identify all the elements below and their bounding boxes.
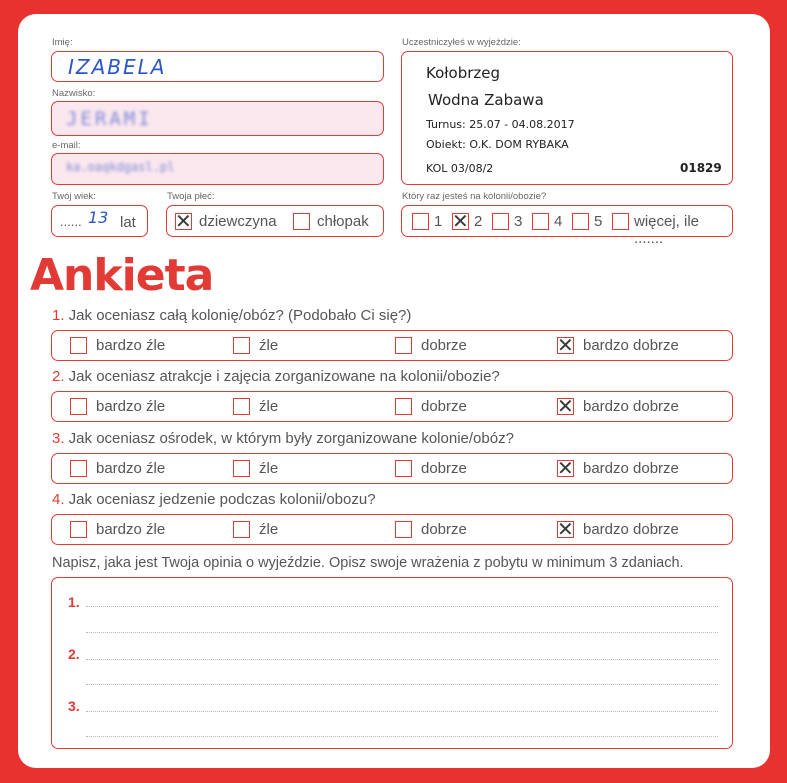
name-label: Imię: [52, 37, 73, 48]
rating-checkbox[interactable] [70, 337, 87, 354]
rating-checkbox[interactable] [233, 460, 250, 477]
rating-checkbox[interactable] [70, 460, 87, 477]
rating-option-label: dobrze [421, 521, 467, 538]
camp-number: 01829 [680, 161, 722, 175]
email-field[interactable] [51, 153, 384, 185]
rating-checkbox[interactable] [395, 398, 412, 415]
check-mark-icon: ✕ [557, 333, 574, 357]
check-mark-icon: ✕ [175, 209, 192, 233]
question-text [52, 368, 500, 385]
question-number: 3. [52, 430, 65, 447]
rating-checkbox[interactable] [395, 521, 412, 538]
name-value: IZABELA [68, 55, 167, 79]
question-number: 4. [52, 491, 65, 508]
rating-checkbox[interactable] [233, 337, 250, 354]
gender-female-label: dziewczyna [199, 213, 277, 230]
rating-checkbox[interactable] [557, 394, 574, 418]
question-label: Jak oceniasz jedzenie podczas kolonii/obozu? [64, 491, 376, 508]
opinion-line [86, 736, 718, 737]
rating-checkbox[interactable] [395, 460, 412, 477]
times-3-checkbox[interactable] [492, 213, 509, 230]
rating-option-label: dobrze [421, 398, 467, 415]
times-field [401, 205, 733, 247]
opinion-line [86, 606, 718, 607]
age-unit: lat [120, 214, 136, 231]
email-label: e-mail: [52, 140, 81, 151]
times-1-checkbox[interactable] [412, 213, 429, 230]
rating-option-label: bardzo dobrze [583, 398, 679, 415]
times-2-checkbox[interactable] [452, 209, 469, 233]
gender-female-checkbox[interactable] [175, 209, 192, 233]
rating-checkbox[interactable] [233, 521, 250, 538]
question-number: 1. [52, 307, 65, 324]
question-label: Jak oceniasz całą kolonię/obóz? (Podobało Ci się?) [64, 307, 412, 324]
times-more-checkbox[interactable] [612, 213, 629, 230]
rating-checkbox[interactable] [70, 398, 87, 415]
age-label: Twój wiek: [52, 191, 96, 202]
times-3-label: 3 [514, 213, 523, 230]
times-4-checkbox[interactable] [532, 213, 549, 230]
rating-checkbox[interactable] [557, 517, 574, 541]
opinion-box[interactable] [51, 577, 733, 749]
question-text [52, 307, 411, 324]
gender-field [166, 205, 384, 237]
camp-name: Wodna Zabawa [428, 91, 544, 109]
age-value: 13 [88, 208, 109, 227]
camp-code: KOL 03/08/2 [426, 162, 494, 175]
rating-checkbox[interactable] [395, 337, 412, 354]
rating-checkbox[interactable] [557, 333, 574, 357]
rating-checkbox[interactable] [233, 398, 250, 415]
camp-box [401, 51, 733, 185]
opinion-line [86, 711, 718, 712]
times-5-checkbox[interactable] [572, 213, 589, 230]
rating-option-label: bardzo źle [96, 398, 166, 415]
times-1-label: 1 [434, 213, 443, 230]
times-4-label: 4 [554, 213, 563, 230]
rating-row [51, 391, 733, 422]
question-text [52, 491, 376, 508]
opinion-line [86, 684, 718, 685]
rating-option-label: bardzo źle [96, 521, 166, 538]
times-label: Który raz jesteś na kolonii/obozie? [402, 191, 547, 202]
rating-row [51, 330, 733, 361]
email-value: ka.oaqkdgasl.pl [66, 160, 175, 174]
opinion-line-number: 2. [68, 646, 80, 662]
check-mark-icon: ✕ [452, 209, 469, 233]
age-field[interactable] [51, 205, 148, 237]
surname-field[interactable] [51, 101, 384, 136]
rating-option-label: bardzo dobrze [583, 521, 679, 538]
check-mark-icon: ✕ [557, 394, 574, 418]
rating-option-label: dobrze [421, 460, 467, 477]
question-label: Jak oceniasz atrakcje i zajęcia zorganizowane na kolonii/obozie? [64, 368, 500, 385]
gender-label: Twoja płeć: [167, 191, 215, 202]
rating-checkbox[interactable] [557, 456, 574, 480]
survey-title: Ankieta [30, 250, 214, 301]
rating-option-label: bardzo dobrze [583, 337, 679, 354]
rating-row [51, 514, 733, 545]
rating-option-label: bardzo źle [96, 460, 166, 477]
rating-option-label: źle [259, 521, 279, 538]
opinion-line [86, 632, 718, 633]
rating-option-label: źle [259, 398, 279, 415]
surname-value: JERAMI [66, 108, 153, 130]
camp-label: Uczestniczyłeś w wyjeździe: [402, 37, 521, 48]
gender-male-label: chłopak [317, 213, 369, 230]
opinion-line [86, 659, 718, 660]
camp-obiekt: Obiekt: O.K. DOM RYBAKA [426, 138, 569, 151]
check-mark-icon: ✕ [557, 517, 574, 541]
check-mark-icon: ✕ [557, 456, 574, 480]
question-text [52, 430, 514, 447]
rating-row [51, 453, 733, 484]
opinion-prompt: Napisz, jaka jest Twoja opinia o wyjeździe. Opisz swoje wrażenia z pobytu w minimum 3 zdaniach. [52, 555, 684, 571]
rating-option-label: bardzo dobrze [583, 460, 679, 477]
name-field[interactable] [51, 51, 384, 82]
question-number: 2. [52, 368, 65, 385]
rating-option-label: źle [259, 337, 279, 354]
camp-turnus: Turnus: 25.07 - 04.08.2017 [426, 118, 575, 131]
rating-option-label: dobrze [421, 337, 467, 354]
surname-label: Nazwisko: [52, 88, 96, 99]
rating-option-label: źle [259, 460, 279, 477]
gender-male-checkbox[interactable] [293, 213, 310, 230]
camp-city: Kołobrzeg [426, 64, 501, 82]
question-label: Jak oceniasz ośrodek, w którym były zorganizowane kolonie/obóz? [64, 430, 514, 447]
opinion-line-number: 1. [68, 594, 80, 610]
times-2-label: 2 [474, 213, 483, 230]
times-more-label: więcej, ile ....... [634, 213, 700, 247]
rating-option-label: bardzo źle [96, 337, 166, 354]
times-5-label: 5 [594, 213, 603, 230]
age-dots: ...... [60, 214, 82, 229]
rating-checkbox[interactable] [70, 521, 87, 538]
opinion-line-number: 3. [68, 698, 80, 714]
